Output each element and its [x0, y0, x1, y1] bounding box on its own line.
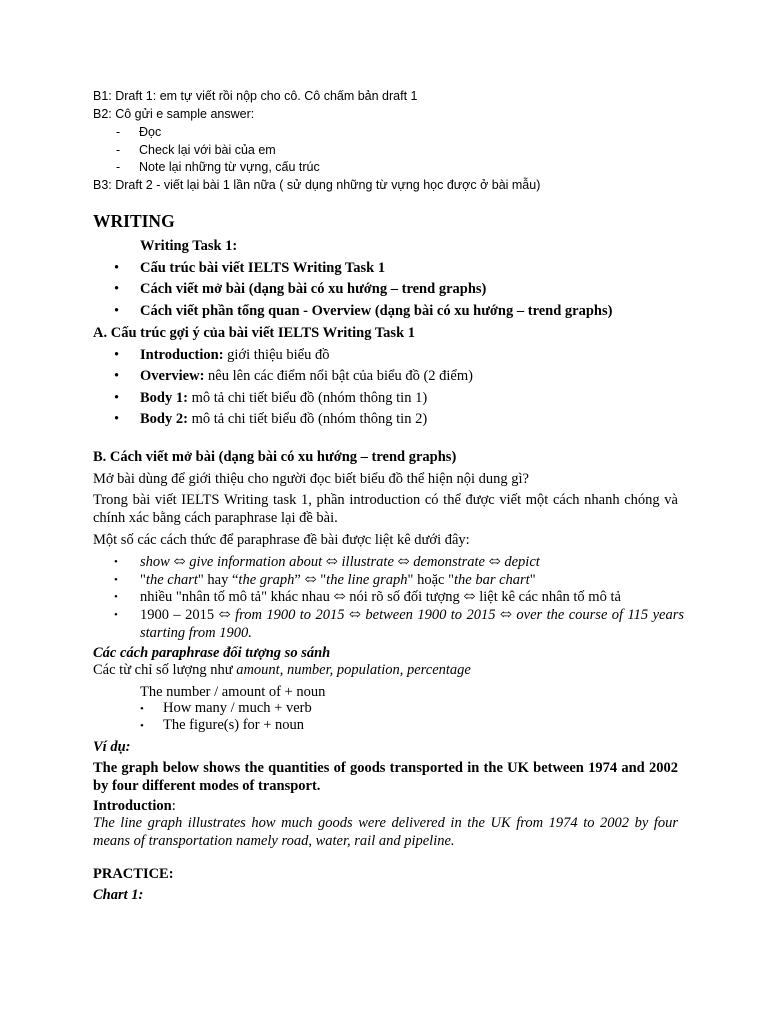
item-desc: mô tả chi tiết biểu đồ (nhóm thông tin 1) — [187, 390, 428, 406]
introduction-label-line: Introduction: — [93, 798, 176, 814]
step-b2-item — [116, 124, 161, 141]
bullet-marker: • — [140, 703, 144, 715]
paraphrase-bullet — [114, 553, 684, 571]
bullet-marker: • — [114, 260, 120, 276]
section-b-paragraph: Trong bài viết IELTS Writing task 1, phần introduction có thể được viết một cách nhanh chóng và chính xác bằng cách paraphrase lại đề bài. — [93, 492, 678, 526]
dash-marker: - — [116, 143, 121, 157]
pattern-item-text: The figure(s) for + noun — [163, 717, 305, 733]
bullet-marker: • — [114, 281, 120, 297]
item-term: Body 1: — [140, 390, 188, 406]
writing-topic-text: Cấu trúc bài viết IELTS Writing Task 1 — [140, 260, 386, 276]
item-desc: nêu lên các điểm nổi bật của biểu đồ (2 điểm) — [204, 368, 473, 384]
step-b2-item-text: Check lại với bài của em — [139, 143, 276, 157]
step-b2-item-text: Đọc — [139, 125, 162, 139]
item-desc: giới thiệu biểu đồ — [223, 347, 330, 363]
paraphrase-subheading: Các cách paraphrase đối tượng so sánh — [93, 645, 331, 661]
section-b-heading: B. Cách viết mở bài (dạng bài có xu hướng – trend graphs) — [93, 449, 457, 465]
section-a-heading: A. Cấu trúc gợi ý của bài viết IELTS Writing Task 1 — [93, 325, 416, 341]
dash-marker: - — [116, 125, 121, 139]
step-b2-item-text: Note lại những từ vựng, cấu trúc — [139, 160, 320, 174]
paraphrase-bullet — [114, 571, 684, 589]
pattern-item — [140, 716, 304, 735]
bullet-marker: • — [114, 303, 120, 319]
writing-topic — [114, 259, 385, 277]
writing-topic — [114, 302, 612, 320]
paraphrase-bullet — [114, 606, 684, 642]
introduction-text: The line graph illustrates how much goods were delivered in the UK from 1974 to 2002 by four means of transportation namely road, water, rail and pipeline. — [93, 815, 678, 849]
step-b1: B1: Draft 1: em tự viết rồi nộp cho cô. Cô chấm bản draft 1 — [93, 89, 418, 103]
example-prompt: The graph below shows the quantities of goods transported in the UK between 1974 and 2002 by four different modes of transport. — [93, 760, 678, 794]
section-a-item — [114, 389, 427, 407]
step-b2-item — [116, 159, 320, 176]
step-b2-item — [116, 142, 276, 159]
introduction-label: Introduction — [93, 798, 172, 814]
paraphrase-text: "the chart" hay “the graph” ⬄ "the line graph" hoặc "the bar chart" — [140, 572, 536, 588]
pattern-line: The number / amount of + noun — [140, 684, 326, 700]
bullet-marker: • — [114, 411, 120, 427]
bullet-marker: • — [114, 368, 120, 384]
practice-heading: PRACTICE: — [93, 866, 174, 882]
writing-topic-text: Cách viết phần tổng quan - Overview (dạng bài có xu hướng – trend graphs) — [140, 303, 613, 319]
pattern-item-text: How many / much + verb — [163, 700, 312, 716]
step-b2: B2: Cô gửi e sample answer: — [93, 107, 255, 121]
item-desc: mô tả chi tiết biểu đồ (nhóm thông tin 2) — [187, 411, 428, 427]
paraphrase-bullet — [114, 588, 684, 606]
paraphrase-text: show ⬄ give information about ⬄ illustrate ⬄ demonstrate ⬄ depict — [140, 554, 540, 570]
quantity-words-line: Các từ chỉ số lượng như amount, number, population, percentage — [93, 662, 471, 678]
bullet-marker: • — [114, 574, 118, 586]
dash-marker: - — [116, 160, 121, 174]
step-b3: B3: Draft 2 - viết lại bài 1 lần nữa ( sử dụng những từ vựng học được ở bài mẫu) — [93, 178, 541, 192]
bullet-marker: • — [140, 720, 144, 732]
writing-topic — [114, 280, 486, 298]
writing-task-label: Writing Task 1: — [140, 238, 238, 254]
writing-heading: WRITING — [93, 211, 175, 231]
bullet-marker: • — [114, 390, 120, 406]
bullet-marker: • — [114, 347, 120, 363]
paraphrase-text: 1900 – 2015 ⬄ from 1900 to 2015 ⬄ between 1900 to 2015 ⬄ over the course of 115 years starting from 1900. — [140, 607, 684, 641]
chart-label: Chart 1: — [93, 887, 144, 903]
item-term: Introduction: — [140, 347, 224, 363]
section-a-item — [114, 346, 329, 364]
section-a-item — [114, 410, 427, 428]
bullet-marker: • — [114, 609, 118, 621]
item-term: Overview: — [140, 368, 205, 384]
paraphrase-text: nhiều "nhân tố mô tả" khác nhau ⬄ nói rõ số đối tượng ⬄ liệt kê các nhân tố mô tả — [140, 589, 621, 605]
item-term: Body 2: — [140, 411, 188, 427]
section-b-paragraph: Một số các cách thức để paraphrase đề bài được liệt kê dưới đây: — [93, 532, 470, 548]
bullet-marker: • — [114, 591, 118, 603]
writing-topic-text: Cách viết mở bài (dạng bài có xu hướng – trend graphs) — [140, 281, 487, 297]
section-a-item — [114, 367, 473, 385]
bullet-marker: • — [114, 556, 118, 568]
example-label: Ví dụ: — [93, 739, 131, 755]
section-b-paragraph: Mở bài dùng để giới thiệu cho người đọc biết biểu đồ thể hiện nội dung gì? — [93, 471, 529, 487]
